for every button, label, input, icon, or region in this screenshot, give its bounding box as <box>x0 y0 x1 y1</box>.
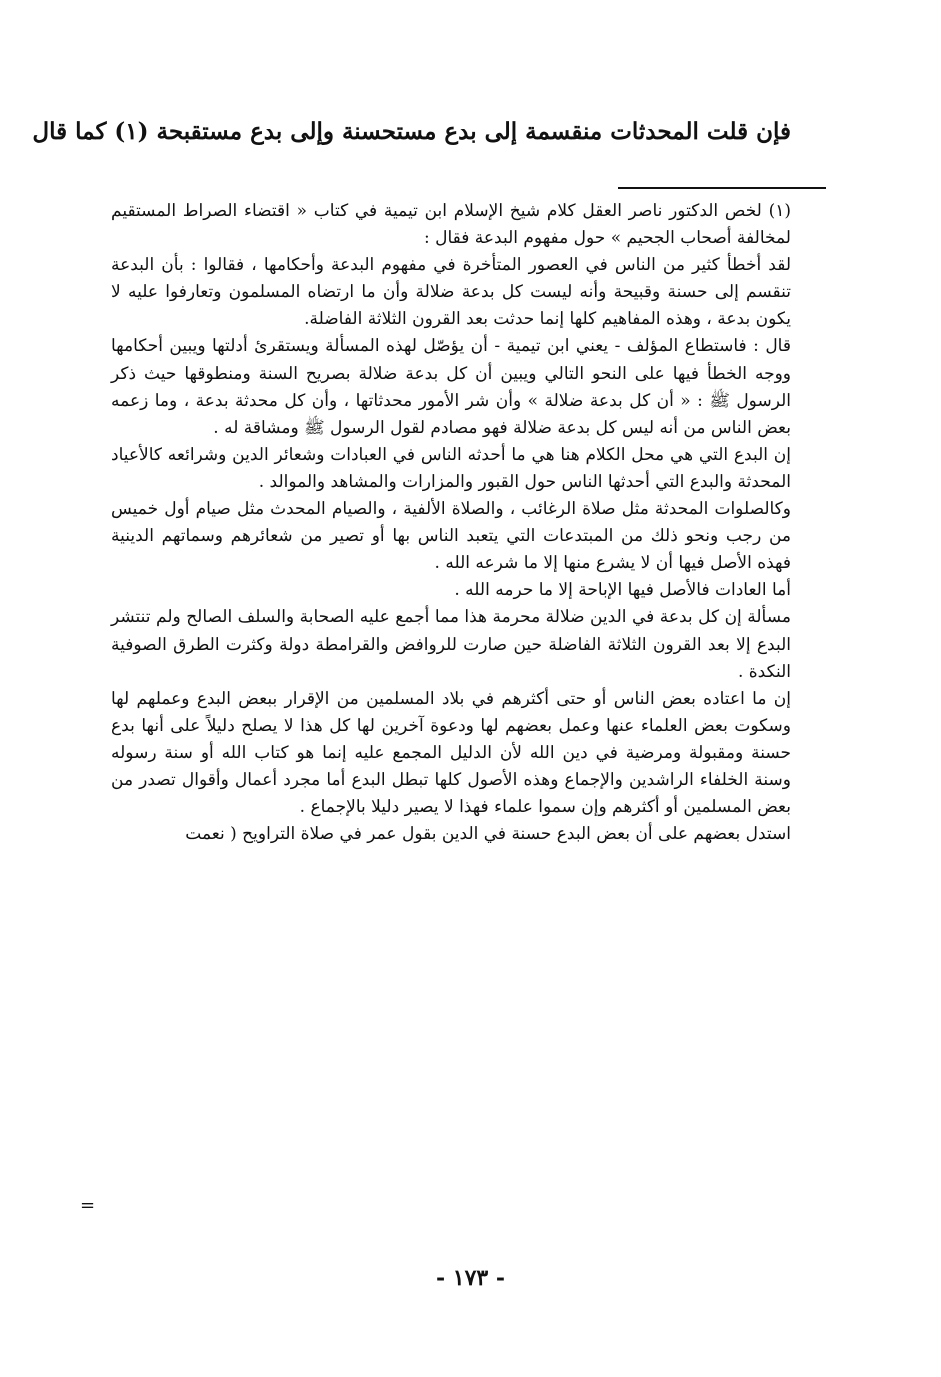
footnote-paragraph: أما العادات فالأصل فيها الإباحة إلا ما حرمه الله . <box>454 580 791 601</box>
footnote-paragraph: (١) لخص الدكتور ناصر العقل كلام شيخ الإسلام ابن تيمية في كتاب « اقتضاء الصراط المستقيم لمخالفة أصحاب الجحيم » حول مفهوم البدعة فقال : <box>111 201 791 249</box>
footnote-continuation-marker: = <box>80 1195 96 1216</box>
footnotes-block <box>111 198 791 848</box>
footnote-paragraph: إن البدع التي هي محل الكلام هنا هي ما أحدثه الناس في العبادات وشعائر الدين وشرائعه كالأعياد المحدثة والبدع التي أحدثها الناس حول القبور والمزارات والمشاهد والموالد . <box>111 444 791 492</box>
footnote-separator <box>618 187 826 189</box>
footnote-paragraph: مسألة إن كل بدعة في الدين ضلالة محرمة هذا مما أجمع عليه الصحابة والسلف الصالح ولم تنتشر البدع إلا بعد القرون الثلاثة الفاضلة حين صارت للروافض والقرامطة دولة وكثرت الطرق الصوفية النكدة . <box>111 607 791 682</box>
footnote-paragraph: استدل بعضهم على أن بعض البدع حسنة في الدين بقول عمر في صلاة التراويح ( نعمت <box>185 824 791 845</box>
main-text-line: فإن قلت المحدثات منقسمة إلى بدع مستحسنة وإلى بدع مستقبحة (١) كما قال <box>32 118 791 145</box>
footnote-paragraph: قال : فاستطاع المؤلف - يعني ابن تيمية - أن يؤصّل لهذه المسألة ويستقرئ أدلتها ويبين أحكامها ووجه الخطأ فيها على النحو التالي ويبين أن كل بدعة ضلالة بصريح السنة ومنطوقها حيث ذكر الرسول ﷺ : « أن كل بدعة ضلالة » وأن شر الأمور محدثاتها ، وأن كل محدثة بدعة ، وما زعمه بعض الناس من أنه ليس كل بدعة ضلالة فهو مصادم لقول الرسول ﷺ ومشاقة له . <box>111 336 791 438</box>
page-number: - ١٧٣ - <box>435 1265 506 1291</box>
footnote-paragraph: وكالصلوات المحدثة مثل صلاة الرغائب ، والصلاة الألفية ، والصيام المحدث مثل صيام أول خميس من رجب ونحو ذلك من المبتدعات التي يتعبد الناس بها أو تصير من شعائرهم وسماتهم الدينية فهذه الأصل فيها أن لا يشرع منها إلا ما شرعه الله . <box>111 499 791 574</box>
footnote-paragraph: إن ما اعتاده بعض الناس أو حتى أكثرهم في بلاد المسلمين من الإقرار ببعض البدع وعملهم لها وسكوت بعض العلماء عنها وعمل بعضهم لها ودعوة آخرين لها كل هذا لا يصلح دليلاً على أنها بدع حسنة ومقبولة ومرضية في دين الله لأن الدليل المجمع عليه إنما هو كتاب الله أو سنة رسوله وسنة الخلفاء الراشدين والإجماع وهذه الأصول كلها تبطل البدع أما مجرد أعمال وأقوال تصدر من بعض المسلمين أو أكثرهم وإن سموا علماء فهذا لا يصير دليلا بالإجماع . <box>111 688 791 818</box>
footnote-paragraph: لقد أخطأ كثير من الناس في العصور المتأخرة في مفهوم البدعة وأحكامها ، فقالوا : بأن البدعة تنقسم إلى حسنة وقبيحة وأنه ليست كل بدعة ضلالة وأن ما ارتضاه المسلمون وتعارفوا عليه لا يكون بدعة ، وهذه المفاهيم كلها إنما حدثت بعد القرون الثلاثة الفاضلة. <box>111 255 791 330</box>
